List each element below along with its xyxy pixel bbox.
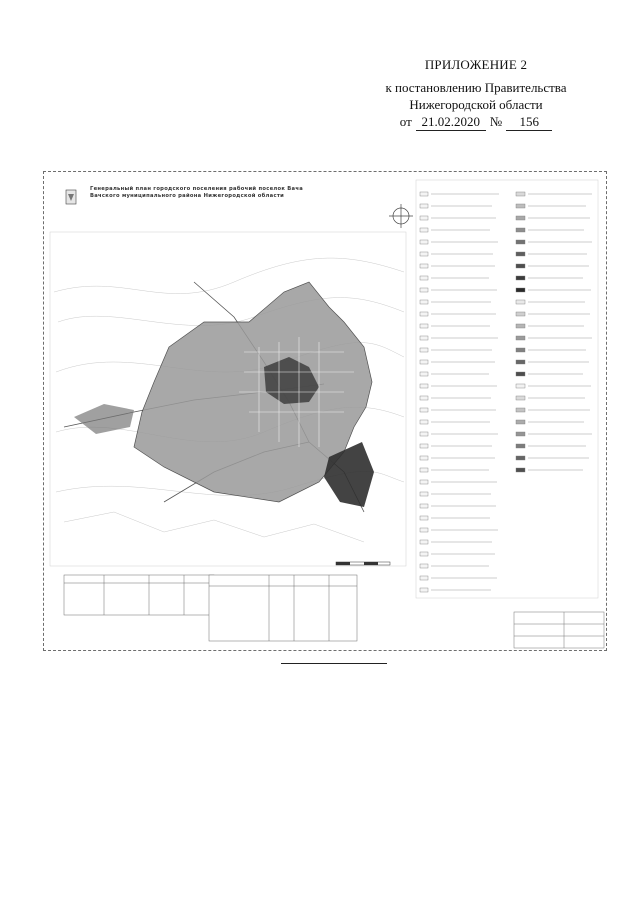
map-title: [90, 186, 303, 200]
coat-of-arms-icon: [66, 190, 76, 204]
west-spur: [74, 404, 134, 434]
number-value: 156: [506, 113, 552, 131]
compass-icon: [389, 204, 413, 228]
map-title-line1: Генеральный план городского поселения рабочий поселок Вача: [90, 186, 303, 192]
map-graphic: [44, 172, 606, 650]
appendix-date-line: [360, 113, 592, 131]
bottom-divider: [281, 663, 387, 664]
legend-block: [416, 180, 604, 648]
date-prefix: от: [399, 114, 412, 129]
appendix-header: [360, 56, 592, 131]
appendix-title: ПРИЛОЖЕНИЕ 2: [424, 57, 528, 72]
date-value: 21.02.2020: [416, 113, 486, 131]
general-plan-map-sheet: [43, 171, 607, 651]
number-sign: №: [489, 114, 503, 129]
bottom-tables: [64, 575, 357, 641]
scale-bar: [336, 562, 390, 565]
appendix-subtitle-2: Нижегородской области: [409, 97, 543, 112]
stamp-title-block: [514, 612, 604, 648]
appendix-subtitle-1: к постановлению Правительства: [385, 80, 567, 95]
map-title-line2: Вачского муниципального района Нижегородской области: [90, 193, 285, 199]
